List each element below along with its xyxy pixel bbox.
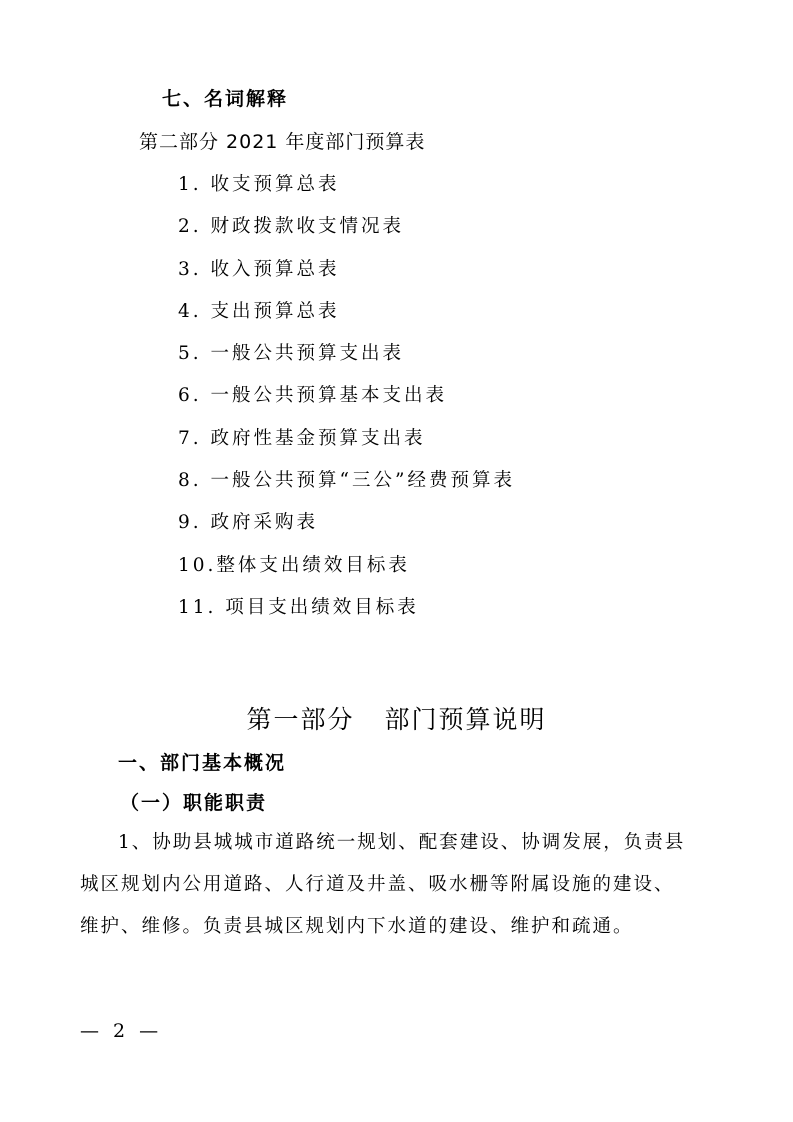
part-one-heading <box>0 700 793 736</box>
list-item: 4. 支出预算总表 <box>178 300 340 322</box>
part-two-title: 第二部分 2021 年度部门预算表 <box>139 131 426 153</box>
list-item: 8. 一般公共预算“三公”经费预算表 <box>178 470 515 492</box>
page-number: — 2 — <box>80 1020 163 1042</box>
paragraph-line: 1、协助县城城市道路统一规划、配套建设、协调发展，负责县 <box>118 832 686 853</box>
part-one-label: 第一部分 <box>246 705 355 734</box>
list-item: 7. 政府性基金预算支出表 <box>178 427 426 449</box>
list-item: 1. 收支预算总表 <box>178 174 340 195</box>
list-item: 6. 一般公共预算基本支出表 <box>178 385 448 407</box>
list-item: 2. 财政拨款收支情况表 <box>178 216 405 238</box>
budget-table-list <box>178 170 515 635</box>
subsection-heading-duties: （一）职能职责 <box>120 792 268 814</box>
paragraph-line: 维护、维修。负责县城区规划内下水道的建设、维护和疏通。 <box>80 916 634 937</box>
list-item: 3. 收入预算总表 <box>178 258 340 280</box>
list-item: 9. 政府采购表 <box>178 512 319 534</box>
section-heading-overview: 一、部门基本概况 <box>118 752 287 774</box>
list-item: 11. 项目支出绩效目标表 <box>178 596 419 618</box>
list-item: 10.整体支出绩效目标表 <box>178 554 410 576</box>
section-heading-glossary: 七、名词解释 <box>162 88 289 110</box>
part-one-title: 部门预算说明 <box>384 705 547 734</box>
duties-paragraph <box>80 822 700 948</box>
list-item: 5. 一般公共预算支出表 <box>178 343 405 365</box>
paragraph-line: 城区规划内公用道路、人行道及井盖、吸水栅等附属设施的建设、 <box>80 874 675 895</box>
